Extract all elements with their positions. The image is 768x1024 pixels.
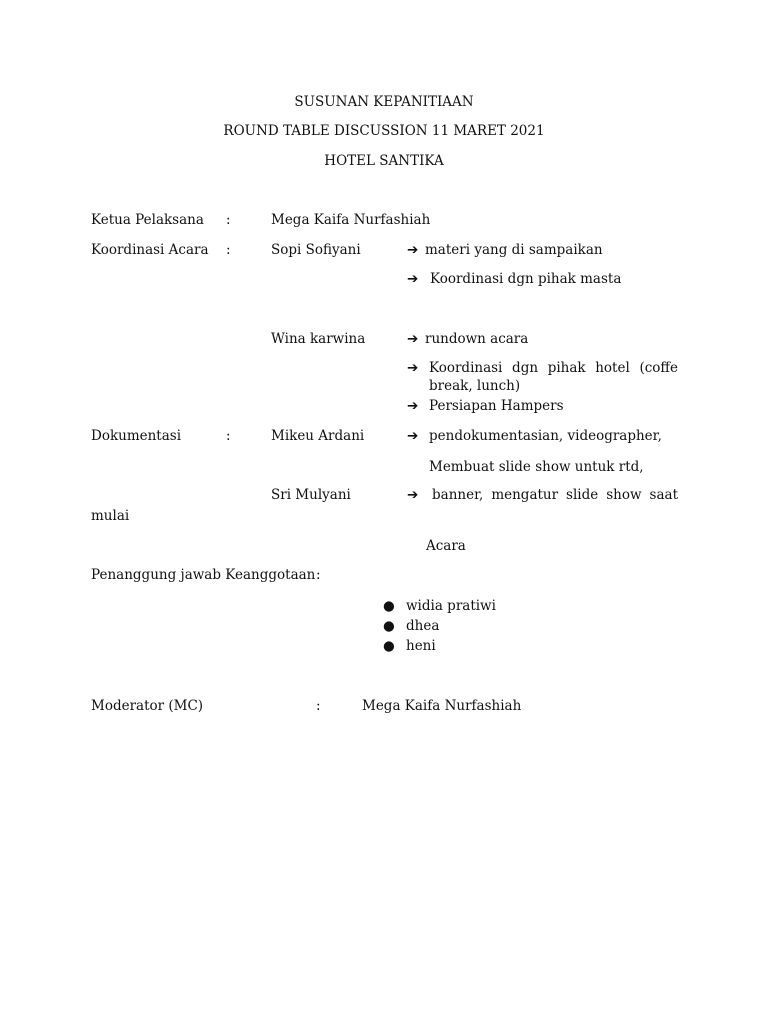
member-name: dhea	[406, 618, 440, 634]
koordinasi-member-name: Wina karwina	[271, 331, 366, 347]
keanggotaan-label: Penanggung jawab Keanggotaan	[91, 567, 316, 583]
koordinasi-colon: :	[226, 242, 231, 258]
ketua-colon: :	[226, 212, 231, 228]
moderator-label: Moderator (MC)	[91, 698, 204, 714]
koordinasi-label: Koordinasi Acara	[91, 242, 209, 258]
task-continuation: mulai	[91, 508, 130, 524]
task-text: materi yang di sampaikan	[425, 242, 603, 258]
dokumentasi-colon: :	[226, 428, 231, 444]
ketua-name: Mega Kaifa Nurfashiah	[271, 212, 431, 228]
member-name: widia pratiwi	[406, 598, 496, 614]
arrow-right-icon: ➔	[407, 360, 419, 376]
ketua-label: Ketua Pelaksana	[91, 212, 204, 228]
member-name: heni	[406, 638, 436, 654]
keanggotaan-colon: :	[316, 567, 321, 583]
task-text: Koordinasi dgn pihak masta	[430, 271, 622, 287]
koordinasi-member-name: Sopi Sofiyani	[271, 242, 361, 258]
arrow-right-icon: ➔	[407, 487, 419, 503]
dokumentasi-member-name: Mikeu Ardani	[271, 428, 365, 444]
task-text: Koordinasi dgn pihak hotel (coffe break, lunch)	[429, 360, 678, 394]
bullet-icon: ●	[383, 638, 395, 654]
task-text: Persiapan Hampers	[429, 398, 564, 414]
moderator-colon: :	[316, 698, 321, 714]
moderator-name: Mega Kaifa Nurfashiah	[362, 698, 522, 714]
dokumentasi-member-name: Sri Mulyani	[271, 487, 351, 503]
dokumentasi-label: Dokumentasi	[91, 428, 182, 444]
arrow-right-icon: ➔	[407, 398, 419, 414]
task-continuation: Acara	[426, 538, 466, 554]
task-continuation: Membuat slide show untuk rtd,	[429, 459, 644, 475]
bullet-icon: ●	[383, 598, 395, 614]
arrow-right-icon: ➔	[407, 242, 419, 258]
task-text: pendokumentasian, videographer,	[429, 428, 662, 444]
doc-subtitle: ROUND TABLE DISCUSSION 11 MARET 2021	[223, 123, 545, 139]
arrow-right-icon: ➔	[407, 428, 419, 444]
doc-venue: HOTEL SANTIKA	[324, 153, 444, 169]
task-text: rundown acara	[425, 331, 529, 347]
arrow-right-icon: ➔	[407, 331, 419, 347]
task-text: banner, mengatur slide show saat	[432, 487, 678, 503]
bullet-icon: ●	[383, 618, 395, 634]
doc-title: SUSUNAN KEPANITIAAN	[294, 94, 474, 110]
arrow-right-icon: ➔	[407, 271, 419, 287]
